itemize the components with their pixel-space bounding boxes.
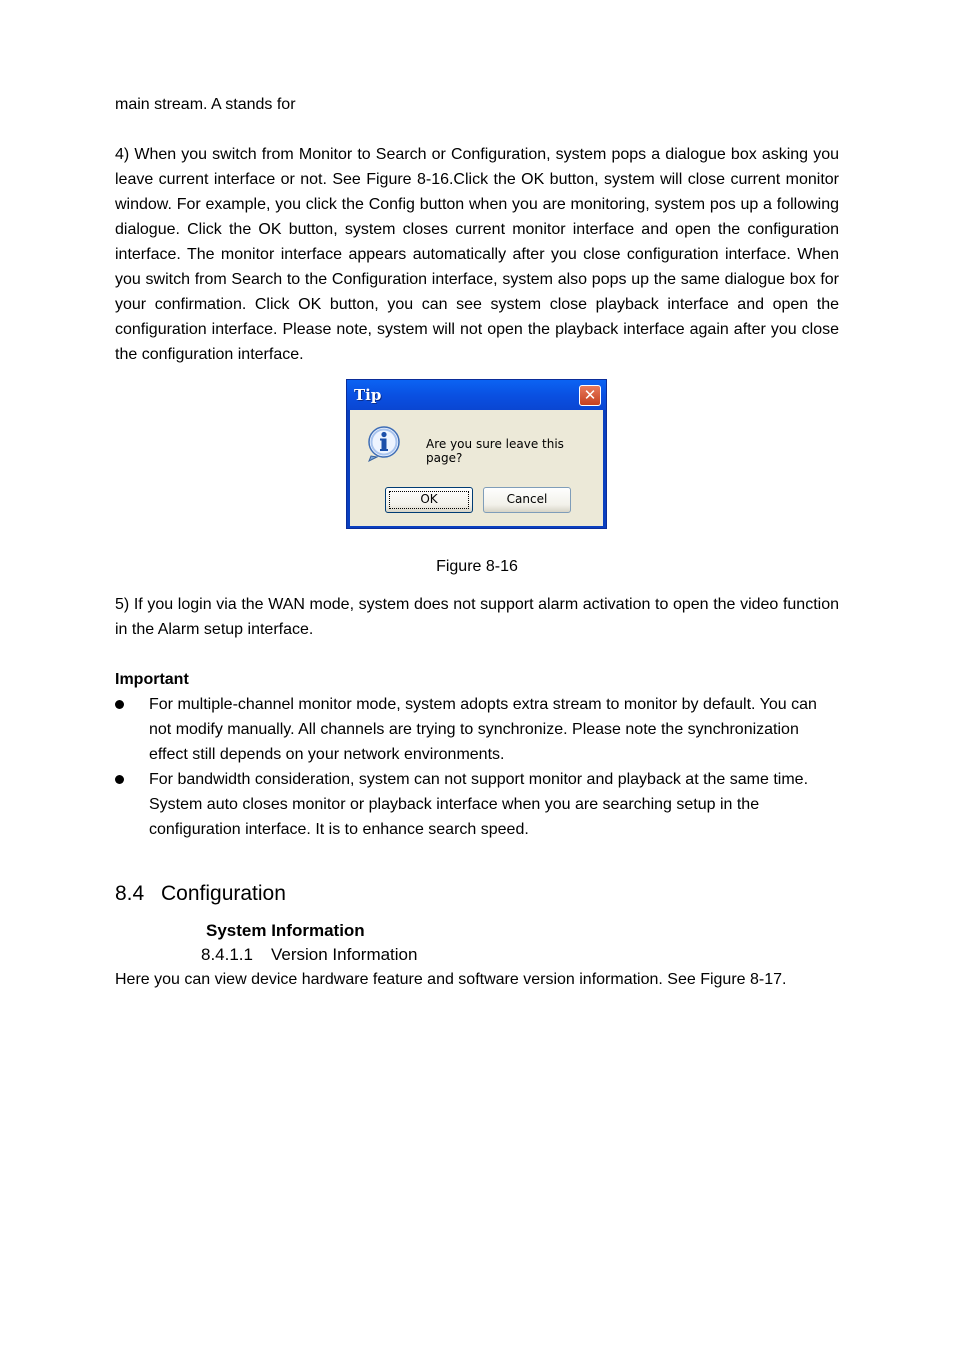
list-item [115,767,841,842]
close-button[interactable] [579,385,601,406]
list-item-text: For bandwidth consideration, system can not support monitor and playback at the same time. System auto closes monitor or playback interface when you are searching setup in the configuration interface. It is to enhance search speed. [149,771,809,838]
dialog-titlebar [347,380,606,410]
paragraph-version-info: Here you can view device hardware feature and software version information. See Figure 8-17. [115,971,787,988]
ok-button[interactable] [385,487,473,513]
paragraph-wan-mode: 5) If you login via the WAN mode, system does not support alarm activation to open the video function in the Alarm setup interface. [115,596,839,638]
list-item [115,692,841,767]
ok-button-label: OK [420,492,438,506]
dialog-body [350,410,603,526]
figure-caption: Figure 8-16 [436,558,518,575]
bullet-dot [115,775,124,784]
close-icon: ✕ [583,386,597,404]
subsubsection-title: Version Information [271,945,418,964]
paragraph-main-stream: main stream. A stands for [115,96,296,113]
important-heading: Important [115,671,189,688]
subsection-heading: System Information [206,921,365,940]
dialog-message: Are you sure leave this page? [426,437,564,465]
subsubsection-number: 8.4.1.1 [201,945,253,964]
subsubsection-heading [201,943,417,967]
section-heading [115,880,286,908]
section-title: Configuration [161,882,286,905]
information-icon [365,426,401,462]
paragraph-switch-interface: 4) When you switch from Monitor to Search or Configuration, system pops a dialogue box asking you leave current interface or not. See Figure 8-16.Click the OK button, system will close current monitor window. For example, you click the Config button when you are monitoring, system pos up a following dialogue. Click the OK button, system closes current monitor interface and open the configuration interface. The monitor interface appears automatically after you close configuration interface. When you switch from Search to the Configuration interface, system also pops up the same dialogue box for your confirmation. Click OK button, you can see system close playback interface and open the configuration interface. Please note, system will not open the playback interface again after you close the configuration interface. [115,146,839,363]
bullet-dot [115,700,124,709]
cancel-button-label: Cancel [506,492,548,506]
dialog-title: Tip [354,386,382,404]
cancel-button[interactable] [483,487,571,513]
section-number: 8.4 [115,882,145,905]
list-item-text: For multiple-channel monitor mode, system adopts extra stream to monitor by default. You can not modify manually. All channels are trying to synchronize. Please note the synchronization effect still depends on your network environments. [149,696,817,763]
tip-dialog [346,379,607,529]
important-list [115,692,841,842]
